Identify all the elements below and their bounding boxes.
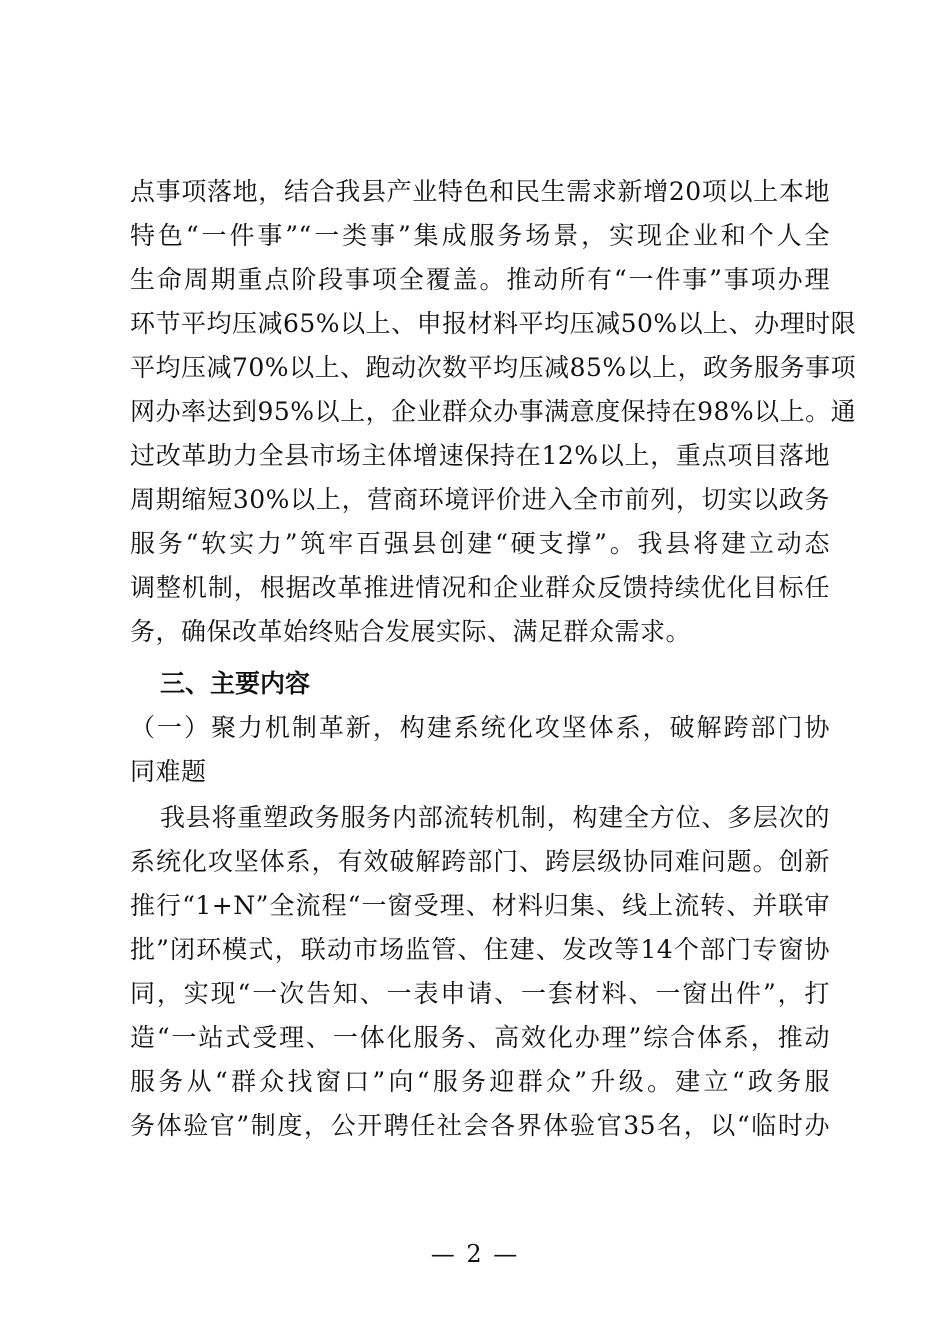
paragraph-1-line-10: 调整机制，根据改革推进情况和企业群众反馈持续优化目标任 — [130, 573, 830, 602]
paragraph-2-line-6: 造“一站式受理、一体化服务、高效化办理”综合体系，推动 — [130, 1023, 830, 1052]
subheading-line-1: （一）聚力机制革新，构建系统化攻坚体系，破解跨部门协 — [130, 713, 830, 742]
paragraph-1-line-1: 点事项落地，结合我县产业特色和民生需求新增20项以上本地 — [130, 177, 830, 206]
paragraph-1-line-3: 生命周期重点阶段事项全覆盖。推动所有“一件事”事项办理 — [130, 265, 830, 294]
paragraph-2-line-3: 推行“1+N”全流程“一窗受理、材料归集、线上流转、并联审 — [130, 891, 830, 920]
paragraph-1-line-7: 过改革助力全县市场主体增速保持在12%以上，重点项目落地 — [130, 441, 830, 470]
paragraph-1-line-2: 特色“一件事”“一类事”集成服务场景，实现企业和个人全 — [130, 221, 830, 250]
section-heading: 三、主要内容 — [160, 669, 311, 698]
paragraph-2-line-2: 系统化攻坚体系，有效破解跨部门、跨层级协同难问题。创新 — [130, 847, 830, 876]
paragraph-1-line-11: 务，确保改革始终贴合发展实际、满足群众需求。 — [130, 617, 692, 646]
paragraph-2-line-8: 务体验官”制度，公开聘任社会各界体验官35名，以“临时办 — [130, 1111, 830, 1140]
paragraph-1-line-5: 平均压减70%以上、跑动次数平均压减85%以上，政务服务事项 — [130, 353, 857, 382]
paragraph-2-line-7: 服务从“群众找窗口”向“服务迎群众”升级。建立“政务服 — [130, 1067, 830, 1096]
paragraph-1-line-8: 周期缩短30%以上，营商环境评价进入全市前列，切实以政务 — [130, 485, 830, 514]
paragraph-2-line-1: 我县将重塑政务服务内部流转机制，构建全方位、多层次的 — [160, 803, 830, 832]
paragraph-1-line-6: 网办率达到95%以上，企业群众办事满意度保持在98%以上。通 — [130, 397, 857, 426]
paragraph-2-line-5: 同，实现“一次告知、一表申请、一套材料、一窗出件”，打 — [130, 979, 830, 1008]
subheading-line-2: 同难题 — [130, 757, 207, 786]
paragraph-2-line-4: 批”闭环模式，联动市场监管、住建、发改等14个部门专窗协 — [130, 935, 830, 964]
paragraph-1-line-4: 环节平均压减65%以上、申报材料平均压减50%以上、办理时限 — [130, 309, 857, 338]
page-number: — 2 — — [430, 1240, 520, 1268]
paragraph-1-line-9: 服务“软实力”筑牢百强县创建“硬支撑”。我县将建立动态 — [130, 529, 830, 558]
